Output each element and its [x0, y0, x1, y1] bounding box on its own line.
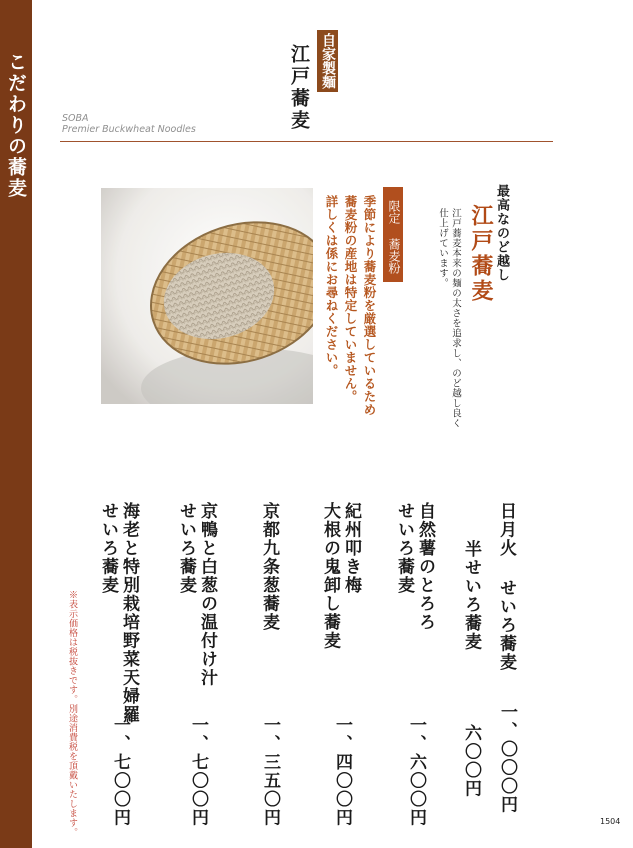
menu-item-price: 一、三五〇円 — [260, 716, 280, 827]
feature-description-line: 江戸蕎麦本来の麺の太さを追求し、のど越し良く — [450, 208, 461, 428]
english-subtitle-line2: Premier Buckwheat Noodles — [62, 124, 196, 135]
menu-item-name: 自然薯のとろろ — [415, 502, 435, 632]
menu-item-name: せいろ蕎麦 — [394, 502, 414, 595]
tax-note: ※表示価格は税抜きです。別途消費税を頂戴いたします。 — [67, 590, 77, 837]
menu-item-name: 海老と特別栽培野菜天婦羅 — [119, 502, 139, 724]
feature-name: 江戸蕎麦 — [468, 204, 494, 304]
sidebar-title: こだわりの蕎麦 — [5, 52, 27, 199]
menu-item-name: 大根の鬼卸し蕎麦 — [320, 502, 340, 650]
limited-note-line: 詳しくは係にお尋ねください。 — [324, 195, 339, 377]
menu-item-price: 一、〇〇〇円 — [497, 703, 517, 814]
menu-item-name: 京都九条葱蕎麦 — [259, 502, 279, 632]
feature-heading: 最高なのど越し — [494, 184, 509, 282]
menu-sub-item-price: 六〇〇円 — [461, 724, 481, 798]
feature-description-line: 仕上げています。 — [437, 208, 448, 288]
menu-item-name: 紀州叩き梅 — [341, 502, 361, 595]
english-subtitle — [62, 113, 196, 135]
homemade-badge: 自家製麺 — [317, 30, 338, 92]
english-subtitle-line1: SOBA — [62, 113, 89, 124]
page-number: 1504 — [600, 817, 621, 826]
menu-item-price: 一、七〇〇円 — [188, 716, 208, 827]
menu-item-name: 京鴨と白葱の温付け汁 — [197, 502, 217, 687]
menu-sub-item-name: 半せいろ蕎麦 — [461, 540, 481, 651]
header-divider — [60, 141, 553, 142]
menu-item-price: 一、四〇〇円 — [332, 716, 352, 827]
menu-item-price: 一、六〇〇円 — [406, 716, 426, 827]
menu-item-name: 日月火 せいろ蕎麦 — [496, 502, 516, 672]
menu-item-price: 一、七〇〇円 — [110, 716, 130, 827]
limited-note-line: 蕎麦粉の産地は特定していません。 — [343, 195, 358, 403]
limited-note-line: 季節により蕎麦粉を厳選しているため — [362, 195, 377, 416]
soba-zaru-photo — [101, 188, 313, 404]
page-title: 江戸蕎麦 — [288, 44, 310, 132]
menu-item-name: せいろ蕎麦 — [98, 502, 118, 595]
limited-flour-tag: 限定 蕎麦粉 — [383, 187, 403, 282]
menu-item-name: せいろ蕎麦 — [176, 502, 196, 595]
